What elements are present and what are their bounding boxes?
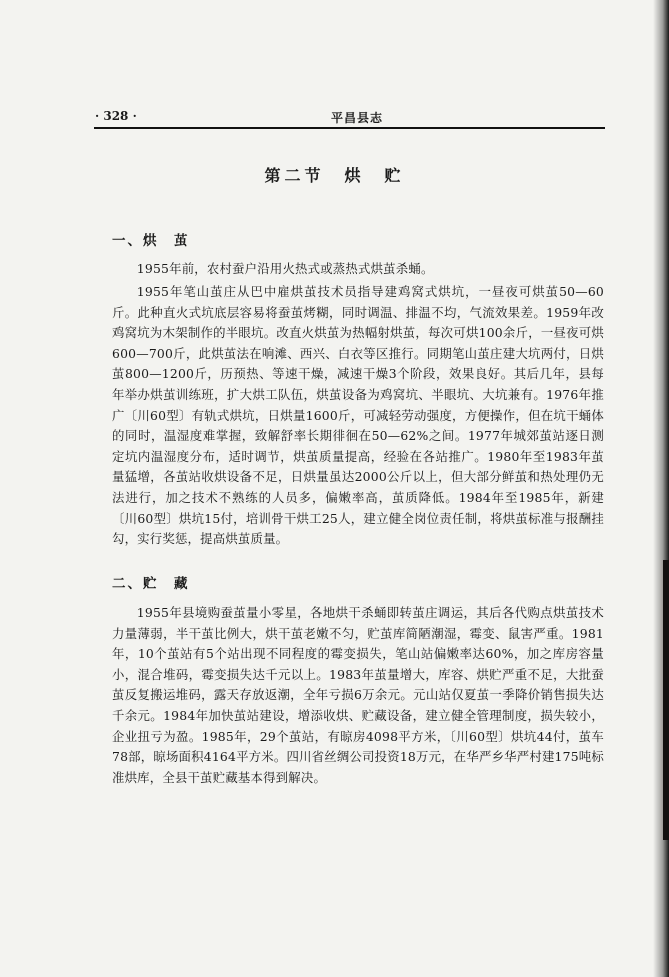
section-title: 第二节 烘 贮 xyxy=(264,166,405,185)
paragraph-storage-1: 1955年县境购蚕茧量小零星，各地烘干杀蛹即转茧庄调运，其后各代购点烘茧技术力量薄弱，半干茧比例大，烘干茧老嫩不匀，贮茧库简陋潮湿，霉变、鼠害严重。1981年，10个茧站有5个站出现不同程度的霉变损失，笔山站偏嫩率达60%，加之库房容量小，混合堆码，霉变损失达千元以上。1983年茧量增大，库容、烘贮严重不足，大批蚕茧反复搬运堆码，露天存放返潮，全年亏损6万余元。元山站仅夏茧一季降价销售损失达千余元。1984年加快茧站建设，增添收烘、贮藏设备，建立健全管理制度，损失较小，企业扭亏为盈。1985年，29个茧站，有晾房4098平方米，〔川60型〕烘坑44付，茧车78部，晾场面积4164平方米。四川省丝绸公司投资18万元，在华严乡华严村建175吨标准烘库，全县干茧贮藏基本得到解决。 xyxy=(112,605,604,785)
header-rule xyxy=(94,127,605,129)
subheading-baking: 一、烘 茧 xyxy=(112,233,190,249)
page-number: · 328 · xyxy=(95,109,137,123)
scan-dark-strip xyxy=(663,560,669,840)
paragraph-baking-1: 1955年前，农村蚕户沿用火热式或蒸热式烘茧杀蛹。 xyxy=(136,261,434,276)
book-title: 平昌县志 xyxy=(331,111,384,125)
paragraph-baking-2: 1955年笔山茧庄从巴中雇烘茧技术员指导建鸡窝式烘坑，一昼夜可烘茧50—60斤。此种直火式坑底层容易将蚕茧烤糊，同时调温、排温不均，气流效果差。1959年改鸡窝坑为木架制作的半眼坑。改直火烘茧为热幅射烘茧，每次可烘100余斤，一昼夜可烘600—700斤，此烘茧法在响滩、西兴、白衣等区推行。同期笔山茧庄建大坑两付，日烘茧800—1200斤，历预热、等速干燥，减速干燥3个阶段，效果良好。其后几年，县每年举办烘茧训练班，扩大烘工队伍，烘茧设备为鸡窝坑、半眼坑、大坑兼有。1976年推广〔川60型〕有轨式烘坑，日烘量1600斤，可减轻劳动强度，方便操作，但在坑干蛹体的同时，温湿度难掌握，致解舒率长期徘徊在50—62%之间。1977年城郊茧站逐日测定坑内温湿度分布，适时调节，烘茧质量提高，经验在各站推广。1980年至1983年茧量猛增，各茧站收烘设备不足，日烘量虽达2000公斤以上，但大部分鲜茧和热处理仍无法进行，加之技术不熟练的人员多，偏嫩率高，茧质降低。1984年至1985年，新建〔川60型〕烘坑15付，培训骨干烘工25人，建立健全岗位责任制，将烘茧标准与报酬挂勾，实行奖惩，提高烘茧质量。 xyxy=(112,284,604,547)
running-header xyxy=(95,105,605,127)
subheading-storage: 二、贮 藏 xyxy=(112,576,190,592)
